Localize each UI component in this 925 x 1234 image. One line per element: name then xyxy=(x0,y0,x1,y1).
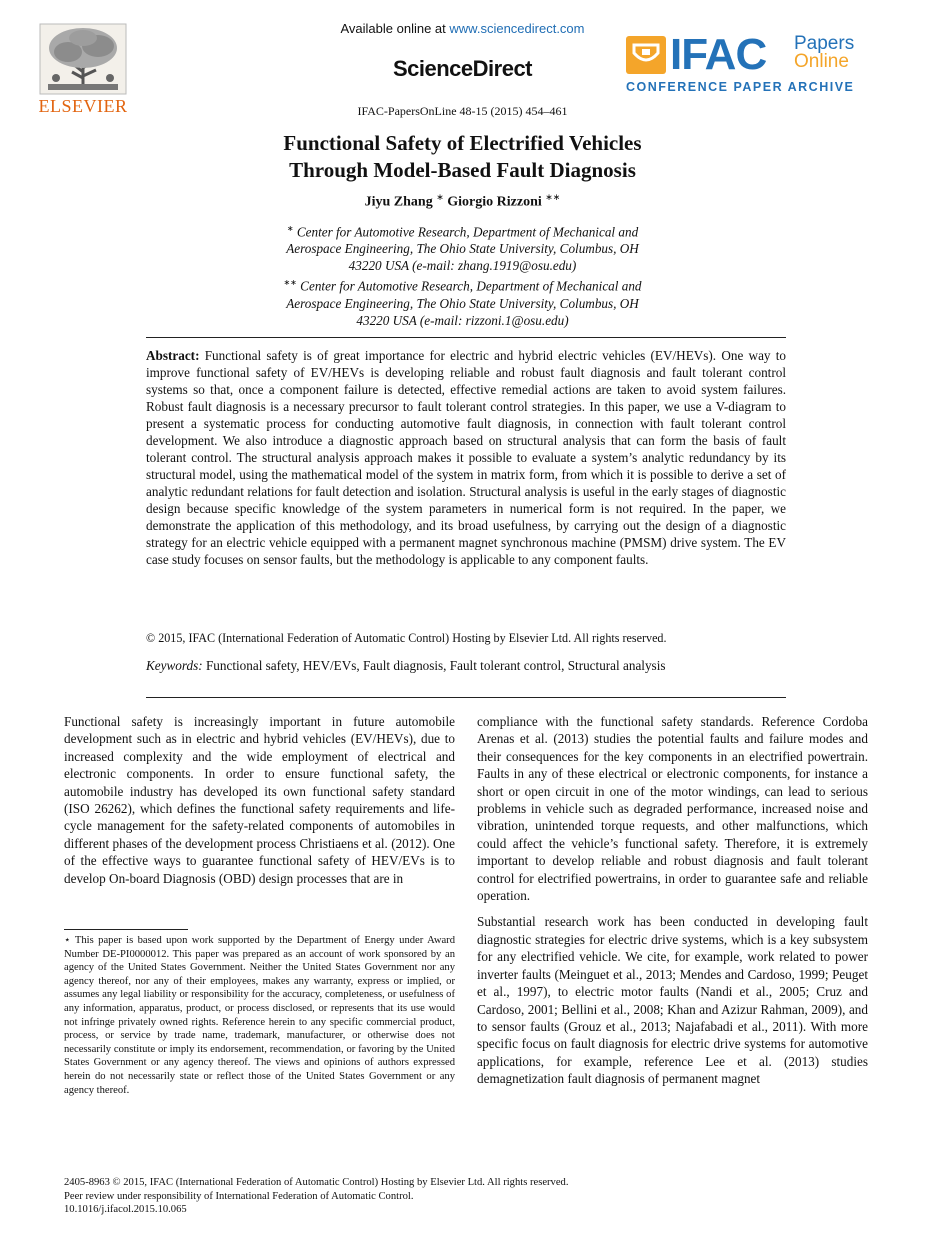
right-paragraph-1: compliance with the functional safety standards. Reference Cordoba Arenas et al. (2013) studies the potential faults and failure modes and their consequences for the key components in an electrified powertrain. Faults in any of these electrical or electronic components, for instance a short or open circuit in one of the motor windings, can lead to serious problems in vehicle such as degraded performance, increased noise and vibration, unintended torque requests, and other malfunctions, which could affect the vehicle’s functional safety. Therefore, it is extremely important to develop reliable and robust diagnosis and fault tolerant control for electrified powertrains, in order to guarantee safe and reliable operation. xyxy=(477,714,868,904)
elsevier-wordmark: ELSEVIER xyxy=(38,96,128,116)
ifac-online: Online xyxy=(794,51,849,72)
left-paragraph-1: Functional safety is increasingly important in future automobile development such as in electric and hybrid vehicles (EV/HEVs), due to increased complexity and the wide employment of electrical and electronic components. In order to ensure functional safety, the automobile industry has developed its own functional safety standard (ISO 26262), which defines the functional safety requirements and life-cycle management for the safety-related components of automobiles in different phases of the development process Christiaens et al. (2012). One of the effective ways to guarantee functional safety of HEV/EVs is to develop On-board Diagnosis (OBD) design processes that are in xyxy=(64,714,455,886)
affil-1-line-1: ∗ Center for Automotive Research, Department of Mechanical and xyxy=(286,224,639,240)
abstract-bottom-rule xyxy=(146,697,786,698)
footnote-mark: ⋆ xyxy=(64,935,71,946)
author-1-mark: ∗ xyxy=(436,192,444,202)
ifac-papers: Papers xyxy=(794,33,855,54)
available-prefix: Available online at xyxy=(340,21,450,36)
author-1: Jiyu Zhang xyxy=(364,194,433,210)
right-paragraph-2: Substantial research work has been conducted in developing fault diagnostic strategies for electric drive systems, which is a key subsystem for any electrified vehicle. We cite, for example, work related to power inverter faults (Meinguet et al., 2013; Mendes and Cardoso, 1999; Peuget et al., 1997), to electric motor faults (Nandi et al., 2005; Cruz and Cardoso, 2001; Bellini et al., 2008; Khan and Azizur Rahman, 2009), and to sensor faults (Grouz et al., 2013; Najafabadi et al., 2011). With more specific focus on fault diagnosis for electric drive systems for automotive applications, for example, reference Lee et al. (2013) studies demagnetization fault diagnosis of permanent magnet xyxy=(477,914,868,1087)
abstract-label: Abstract: xyxy=(146,348,200,363)
authors xyxy=(0,192,925,211)
abstract-copyright: © 2015, IFAC (International Federation of Automatic Control) Hosting by Elsevier Ltd. All rights reserved. xyxy=(146,631,667,645)
author-2: Giorgio Rizzoni xyxy=(447,194,542,210)
footnote xyxy=(64,934,455,1097)
doi-line[interactable]: 10.1016/j.ifacol.2015.10.065 xyxy=(64,1204,187,1215)
affil-2-mark: ∗∗ xyxy=(283,278,297,288)
title-line-2: Through Model-Based Fault Diagnosis xyxy=(289,158,636,182)
footnote-rule xyxy=(64,929,188,930)
available-online xyxy=(0,21,925,36)
ifac-emblem-icon xyxy=(631,41,661,69)
title-line-1: Functional Safety of Electrified Vehicles xyxy=(283,131,642,155)
ifac-logo xyxy=(626,30,876,98)
ifac-wordmark: IFAC xyxy=(670,30,767,79)
affil-2-line-2: Aerospace Engineering, The Ohio State University, Columbus, OH xyxy=(286,295,639,311)
abstract-top-rule xyxy=(146,337,786,338)
affil-2-line-3: 43220 USA (e-mail: rizzoni.1@osu.edu) xyxy=(356,312,569,328)
paper-title xyxy=(0,130,925,184)
affil-2-line-1: ∗∗ Center for Automotive Research, Department of Mechanical and xyxy=(283,278,642,294)
sciencedirect-link[interactable]: www.sciencedirect.com xyxy=(449,21,585,36)
keywords-text: Functional safety, HEV/EVs, Fault diagnosis, Fault tolerant control, Structural analysis xyxy=(205,658,666,673)
peer-review-line: Peer review under responsibility of International Federation of Automatic Control. xyxy=(64,1190,414,1202)
affiliations xyxy=(0,220,925,329)
issn-line: 2405-8963 © 2015, IFAC (International Federation of Automatic Control) Hosting by Elsevier Ltd. All rights reserved. xyxy=(64,1177,569,1188)
footnote-text: This paper is based upon work supported by the Department of Energy under Award Number DE-PI0000012. This paper was prepared as an account of work sponsored by an agency of the United States Government. Neither the United States Government nor any agency thereof, nor any of their employees, makes any warranty, express or implied, or assumes any legal liability or responsibility for the accuracy, completeness, or usefulness of any information, apparatus, product, or process disclosed, or represents that its use would not infringe privately owned rights. Reference herein to any specific commercial product, process, or service by trade name, trademark, manufacturer, or otherwise does not necessarily constitute or imply its endorsement, recommendation, or favoring by the United States Government or any agency thereof. The views and opinions of authors expressed herein do not necessarily state or reflect those of the United States Government or any agency thereof. xyxy=(64,935,455,1096)
sciencedirect-logo: ScienceDirect xyxy=(392,56,533,81)
keywords-label: Keywords: xyxy=(146,658,203,673)
abstract xyxy=(146,347,786,568)
right-column xyxy=(477,713,868,1088)
bottom-info xyxy=(64,1176,864,1217)
affil-1-mark: ∗ xyxy=(286,224,294,233)
affil-1-line-3: 43220 USA (e-mail: zhang.1919@osu.edu) xyxy=(348,258,577,274)
ifac-badge xyxy=(626,36,666,74)
affil-1-line-2: Aerospace Engineering, The Ohio State University, Columbus, OH xyxy=(286,241,639,257)
journal-reference: IFAC-PapersOnLine 48-15 (2015) 454–461 xyxy=(357,104,568,118)
ifac-archive-tagline: CONFERENCE PAPER ARCHIVE xyxy=(626,80,855,94)
left-column xyxy=(64,713,455,887)
author-2-mark: ∗∗ xyxy=(545,192,561,202)
abstract-text: Functional safety is of great importance for electric and hybrid electric vehicles (EV/HEVs). One way to improve functional safety of EV/HEVs is developing reliable and robust fault diagnosis and fault tolerant control systems so that, once a component failure is detected, effective remedial actions are taken to avoid system failures. Robust fault diagnosis is a necessary precursor to fault tolerant control strategies. In this paper, we use a V-diagram to present a systematic process for conducting automotive fault diagnosis, in connection with fault tolerant control development. We also introduce a diagnostic approach based on structural analysis that can form the basis of fault tolerant control. The structural analysis approach makes it possible to evaluate a system’s analytic redundancy by its structural model, using the mathematical model of the system in matrix form, from which it is possible to derive a set of analytic redundant relations for fault detection and isolation. Structural analysis is useful in the early stages of diagnostic design because specific knowledge of the system parameters in numerical form is not required. In the paper, we demonstrate the application of this methodology, and its broad usefulness, by carrying out the design of a diagnostic strategy for an electric vehicle equipped with a permanent magnet synchronous machine (PMSM) drive system. The EV case study focuses on sensor faults, but the methodology is applicable to any component faults. xyxy=(146,348,787,567)
keywords xyxy=(146,657,786,674)
